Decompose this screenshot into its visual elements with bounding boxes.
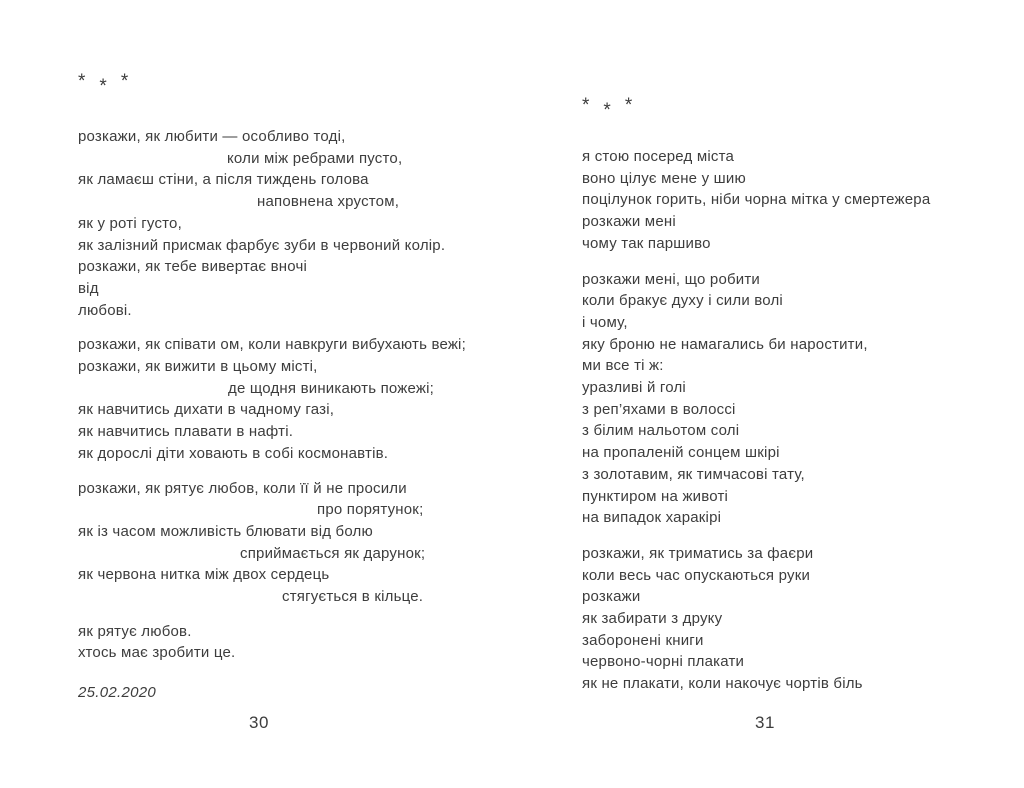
poem-line: з білим нальотом солі (582, 422, 740, 440)
poem-line: ми все ті ж: (582, 357, 664, 375)
poem-line: я стою посеред міста (582, 148, 735, 165)
poem-line: як не плакати, коли накочує чортів біль (582, 675, 863, 693)
poem-line: любові. (78, 301, 132, 319)
poem-line: про порятунок; (317, 501, 424, 519)
poem-right (582, 146, 1002, 695)
poem-line: як дорослі діти ховають в собі космонавтів. (78, 444, 389, 462)
poem-line: як ламаєш стіни, а після тиждень голова (78, 171, 369, 189)
poem-line: розкажи, як тебе вивертає вночі (78, 258, 308, 276)
poem-line: коли між ребрами пусто, (227, 149, 403, 167)
poem-line: коли весь час опускаються руки (582, 566, 811, 584)
poem-line: розкажи, як співати ом, коли навкруги вибухають вежі; (78, 336, 466, 354)
stanza (582, 269, 1002, 529)
stanza (582, 543, 1002, 695)
poem-line: розкажи (582, 588, 641, 606)
poem-line: як забирати з друку (582, 610, 723, 628)
poem-line: як навчитись дихати в чадному газі, (78, 401, 335, 419)
section-marker (582, 95, 1002, 121)
poem-line: сприймається як дарунок; (240, 544, 426, 562)
section-marker (78, 71, 518, 97)
asterisk-icon: * (78, 71, 86, 92)
poem-line: розкажи мені, що робити (582, 270, 761, 288)
poem-line: коли бракує духу і сили волі (582, 292, 783, 310)
stanza (78, 126, 518, 321)
poem-line: розкажи, як вижити в цьому місті, (78, 358, 318, 376)
left-page (78, 72, 518, 701)
stanza (78, 478, 518, 608)
poem-line: стягується в кільце. (282, 588, 424, 606)
poem-line: з золотавим, як тимчасові тату, (582, 465, 805, 483)
poem-line: розкажи, як рятує любов, коли її й не просили (78, 479, 407, 497)
poem-line: чому так паршиво (582, 234, 711, 252)
asterisk-icon: * (582, 95, 590, 116)
right-page (582, 96, 1002, 695)
poem-line: на випадок харакірі (582, 509, 722, 527)
stanza (582, 146, 1002, 255)
asterisk-icon: * (99, 76, 107, 97)
stanza (78, 334, 518, 464)
poem-line: поцілунок горить, ніби чорна мітка у смертежера (582, 191, 931, 209)
poem-line: розкажи мені (582, 213, 676, 231)
poem-line: розкажи, як триматись за фаєри (582, 544, 814, 562)
poem-line: хтось має зробити це. (78, 644, 236, 662)
poem-line: як із часом можливість блювати від болю (78, 522, 373, 540)
poem-line: як у роті густо, (78, 214, 182, 232)
poem-line: як рятує любов. (78, 622, 192, 640)
poem-line: як червона нитка між двох сердець (78, 566, 330, 584)
poem-line: і чому, (582, 313, 628, 331)
poem-line: на пропаленій сонцем шкірі (582, 444, 780, 462)
poem-line: розкажи, як любити — особливо тоді, (78, 128, 346, 145)
poem-line: яку броню не намагались би наростити, (582, 335, 868, 353)
poem-line: де щодня виникають пожежі; (228, 379, 435, 397)
poem-left (78, 126, 518, 664)
page-number-left: 30 (249, 713, 269, 732)
poem-line: уразливі й голі (582, 379, 686, 397)
asterisk-icon: * (624, 95, 633, 116)
poem-line: як залізний присмак фарбує зуби в червоний колір. (78, 236, 446, 254)
poem-line: заборонені книги (582, 631, 704, 649)
poem-line: червоно-чорні плакати (582, 653, 745, 671)
asterisk-icon: * (120, 71, 129, 92)
poem-line: як навчитись плавати в нафті. (78, 423, 294, 441)
page-number-right: 31 (755, 713, 775, 732)
poem-date: 25.02.2020 (78, 684, 157, 702)
poem-line: від (78, 279, 99, 297)
poem-line: з реп’яхами в волоссі (582, 400, 736, 418)
poem-line: наповнена хрустом, (257, 193, 400, 211)
poem-line: пунктиром на животі (582, 487, 729, 505)
stanza (78, 621, 518, 664)
poem-line: воно цілує мене у шию (582, 169, 746, 187)
asterisk-icon: * (603, 100, 611, 121)
